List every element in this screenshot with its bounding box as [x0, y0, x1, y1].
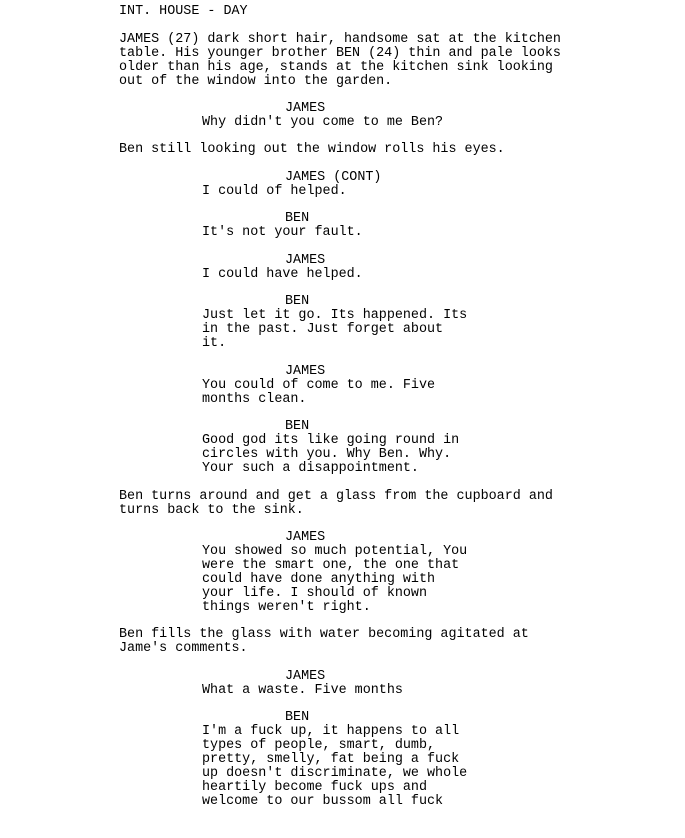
dialogue-line: I could have helped.: [202, 267, 363, 282]
dialogue-line: it.: [202, 335, 227, 351]
dialogue-line: could have done anything with: [202, 571, 436, 587]
action-line: Jame's comments.: [119, 640, 248, 656]
character-cue: JAMES: [285, 253, 326, 268]
dialogue-block: [202, 226, 363, 240]
dialogue-line: circles with you. Why Ben. Why.: [202, 446, 452, 462]
scene-heading: INT. HOUSE - DAY: [119, 4, 248, 19]
dialogue-line: pretty, smelly, fat being a fuck: [202, 751, 460, 767]
action-line: turns back to the sink.: [119, 502, 304, 518]
dialogue-block: [202, 185, 347, 199]
dialogue-line: You could of come to me. Five: [202, 378, 436, 393]
character-cue: JAMES: [285, 530, 326, 545]
dialogue-block: [202, 434, 459, 476]
dialogue-line: Why didn't you come to me Ben?: [202, 115, 444, 130]
dialogue-line: Good god its like going round in: [202, 433, 460, 448]
action-block: [119, 143, 505, 157]
action-line: Ben fills the glass with water becoming agitated at: [119, 627, 529, 642]
dialogue-line: I'm a fuck up, it happens to all: [202, 724, 460, 739]
dialogue-block: [202, 379, 435, 407]
character-cue: BEN: [285, 294, 310, 309]
dialogue-line: You showed so much potential, You: [202, 544, 468, 559]
character-cue: JAMES (CONT): [285, 170, 382, 185]
dialogue-line: up doesn't discriminate, we whole: [202, 765, 468, 781]
dialogue-line: welcome to our bussom all fuck: [202, 793, 444, 809]
dialogue-line: your life. I should of known: [202, 585, 427, 601]
dialogue-block: [202, 684, 403, 698]
dialogue-block: [202, 725, 467, 808]
dialogue-line: It's not your fault.: [202, 225, 363, 240]
dialogue-line: Just let it go. Its happened. Its: [202, 308, 468, 323]
dialogue-line: things weren't right.: [202, 599, 371, 615]
dialogue-line: I could of helped.: [202, 184, 347, 199]
action-line: out of the window into the garden.: [119, 73, 393, 89]
dialogue-line: What a waste. Five months: [202, 683, 403, 698]
action-line: JAMES (27) dark short hair, handsome sat at the kitchen: [119, 32, 561, 47]
dialogue-line: months clean.: [202, 391, 307, 407]
action-block: [119, 490, 553, 518]
dialogue-block: [202, 116, 443, 130]
dialogue-line: Your such a disappointment.: [202, 460, 419, 476]
action-line: Ben still looking out the window rolls his eyes.: [119, 142, 505, 157]
dialogue-line: heartily become fuck ups and: [202, 779, 427, 795]
action-block: [119, 628, 529, 656]
dialogue-line: types of people, smart, dumb,: [202, 737, 436, 753]
action-line: Ben turns around and get a glass from the cupboard and: [119, 489, 553, 504]
character-cue: JAMES: [285, 669, 326, 684]
dialogue-block: [202, 545, 467, 615]
character-cue: JAMES: [285, 364, 326, 379]
character-cue: BEN: [285, 211, 310, 226]
character-cue: JAMES: [285, 101, 326, 116]
action-line: older than his age, stands at the kitchen sink looking: [119, 59, 553, 75]
character-cue: BEN: [285, 710, 310, 725]
dialogue-block: [202, 268, 363, 282]
dialogue-block: [202, 309, 467, 351]
character-cue: BEN: [285, 419, 310, 434]
action-line: table. His younger brother BEN (24) thin and pale looks: [119, 45, 561, 61]
dialogue-line: were the smart one, the one that: [202, 557, 460, 573]
action-block: [119, 33, 561, 89]
dialogue-line: in the past. Just forget about: [202, 321, 444, 337]
